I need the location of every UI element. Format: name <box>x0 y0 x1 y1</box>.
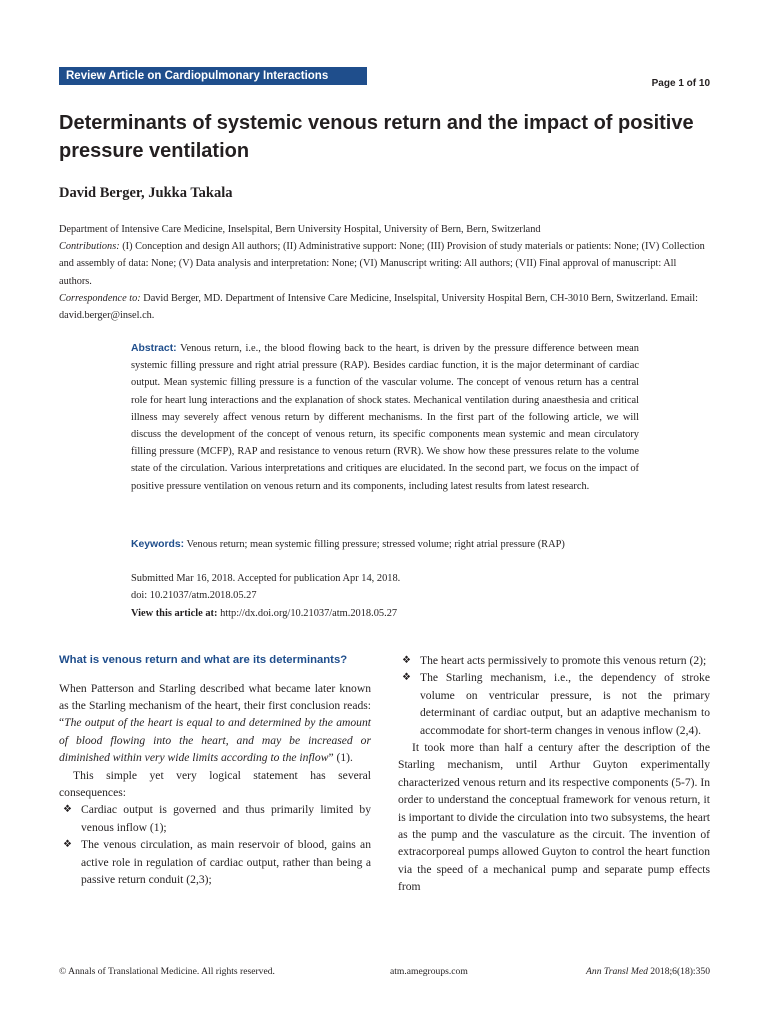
section-heading: What is venous return and what are its determinants? <box>59 654 348 666</box>
list-item: ❖ Cardiac output is governed and thus primarily limited by venous inflow (1); <box>63 803 371 834</box>
diamond-bullet-icon: ❖ <box>402 655 411 666</box>
author-list: David Berger, Jukka Takala <box>59 185 233 201</box>
view-label: View this article at: <box>131 607 218 619</box>
list-item: ❖ The Starling mechanism, i.e., the dependency of stroke volume on ventricular pressure, is not the primary determinant of cardiac output, but an adaptive mechanism to accommodate for short-term changes in venous inflow (2,4). <box>402 671 710 737</box>
footer-citation <box>586 966 710 977</box>
doi: doi: 10.21037/atm.2018.05.27 <box>131 590 257 602</box>
view-article <box>131 605 400 622</box>
abstract-block <box>131 340 639 495</box>
starling-quote: The output of the heart is equal to and determined by the amount of blood flowing into the heart, and may be increased or diminished within very wide limits according to the inflow <box>59 716 371 765</box>
keywords-label: Keywords: <box>131 539 185 550</box>
article-title: Determinants of systemic venous return and the impact of positive pressure ventilation <box>59 112 694 162</box>
page-number: Page 1 of 10 <box>651 78 710 89</box>
consequence-list-continued <box>398 652 710 739</box>
footer-site-link[interactable]: atm.amegroups.com <box>390 966 468 977</box>
diamond-bullet-icon: ❖ <box>63 839 72 851</box>
submission-dates: Submitted Mar 16, 2018. Accepted for publication Apr 14, 2018. <box>131 573 401 584</box>
correspondence-label: Correspondence to: <box>59 292 141 304</box>
submission-info <box>131 570 400 622</box>
article-type-banner: Review Article on Cardiopulmonary Interactions <box>59 67 367 85</box>
view-url-link[interactable]: http://dx.doi.org/10.21037/atm.2018.05.27 <box>220 607 398 619</box>
body-column-right <box>398 652 710 896</box>
footer-copyright: © Annals of Translational Medicine. All rights reserved. <box>59 966 275 977</box>
body-paragraph: This simple yet very logical statement has several consequences: <box>59 768 371 800</box>
diamond-bullet-icon: ❖ <box>63 804 72 816</box>
journal-name: Ann Transl Med <box>586 966 648 977</box>
correspondence <box>59 290 711 324</box>
abstract-label: Abstract: <box>131 343 177 354</box>
contributions-label: Contributions: <box>59 241 120 253</box>
keywords-text: Venous return; mean systemic filling pressure; stressed volume; right atrial pressure (RAP) <box>186 539 565 550</box>
abstract-text: Venous return, i.e., the blood flowing back to the heart, is driven by the pressure difference between mean systemic filling pressure and right atrial pressure (RAP). Besides cardiac function, it is the major determinant of cardiac output. Mean systemic filling pressure is a function of the vascular volume. The concept of venous return has a central role for heart lung interactions and the explanation of shock states. Mechanical ventilation during anaesthesia and critical illness may severely affect venous return by different mechanisms. In the first part of the following article, we will discuss the development of the concept of venous return, its specific components mean systemic and mean circulatory filling pressure (MCFP), RAP and resistance to venous return (RVR). We show how these pressures relate to the volume state of the circulation. Various interpretations and critiques are elucidated. In the second part, we focus on the impact of positive pressure ventilation on venous return and its components, including latest results from latest research. <box>131 343 639 492</box>
citation-text: 2018;6(18):350 <box>650 966 710 977</box>
contributions <box>59 238 711 290</box>
body-column-left <box>59 652 371 888</box>
keywords-block <box>131 536 639 553</box>
consequence-list <box>59 801 371 888</box>
affiliation: Department of Intensive Care Medicine, Inselspital, Bern University Hospital, University of Bern, Bern, Switzerland <box>59 224 541 235</box>
list-item: ❖ The heart acts permissively to promote this venous return (2); <box>398 652 710 669</box>
diamond-bullet-icon: ❖ <box>402 672 411 684</box>
list-item: ❖ The venous circulation, as main reservoir of blood, gains an active role in regulation of cardiac output, rather than being a passive return conduit (2,3); <box>63 838 371 887</box>
article-metadata <box>59 221 711 324</box>
correspondence-text: David Berger, MD. Department of Intensive Care Medicine, Inselspital, University Hospital Bern, CH-3010 Bern, Switzerland. Email: david.berger@insel.ch. <box>59 292 699 322</box>
body-paragraph: When Patterson and Starling described what became later known as the Starling mechanism of the heart, their first conclusion reads: “The output of the heart is equal to and determined by the amount of blood flowing into the heart, and may be increased or diminished within very wide limits according to the inflow” (1). <box>59 681 371 765</box>
contributions-text: (I) Conception and design All authors; (II) Administrative support: None; (III) Provision of study materials or patients: None; (IV) Collection and assembly of data: None; (V) Data analysis and interpretation: None; (VI) Manuscript writing: All authors; (VII) Final approval of manuscript: All authors. <box>59 241 705 287</box>
body-paragraph: It took more than half a century after the description of the Starling mechanism, until Arthur Guyton experimentally characterized venous return and its respective components (5-7). In order to understand the conceptual framework for venous return, it is important to divide the circulation into two subsystems, the heart as the pump and the vasculature as the circuit. The invention of extracorporeal pumps allowed Guyton to control the heart function via the speed of a mechanical pump and separate pump effects from <box>398 741 711 894</box>
